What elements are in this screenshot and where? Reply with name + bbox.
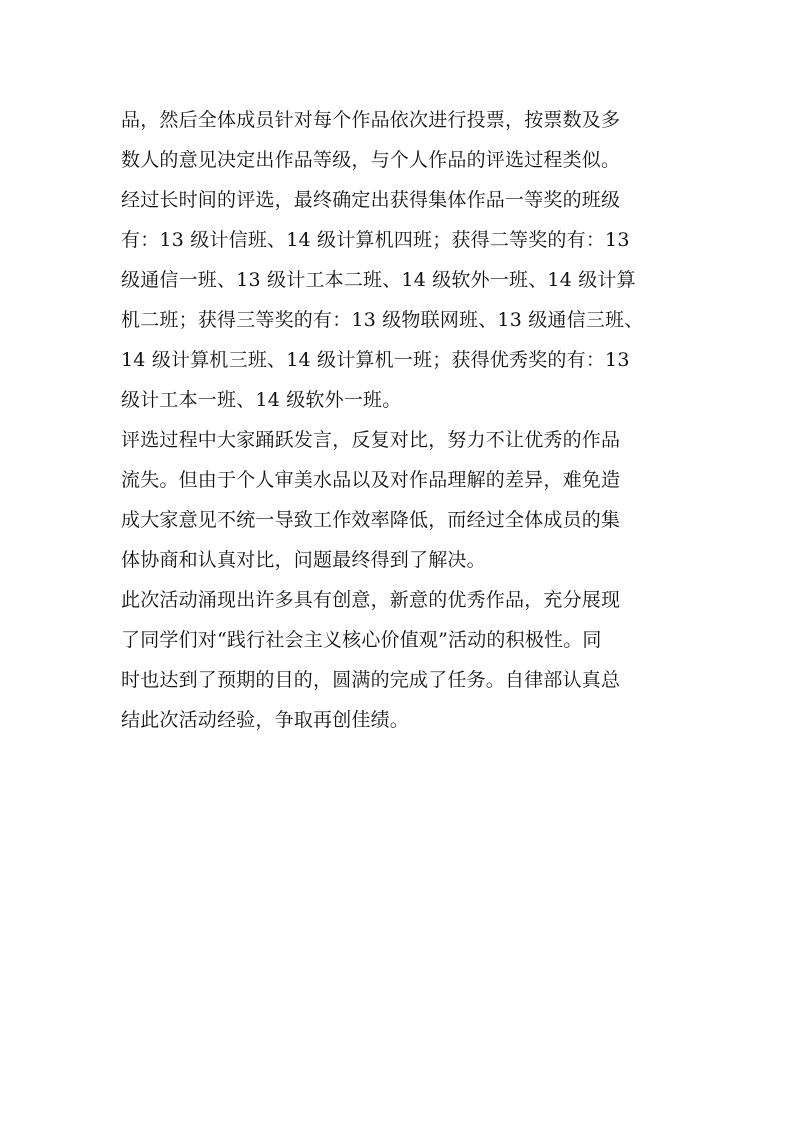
text-line: 级计工本一班、14 级软外一班。: [121, 389, 402, 411]
text-line: 评选过程中大家踊跃发言，反复对比，努力不让优秀的作品: [121, 429, 621, 451]
text-line: 14 级计算机三班、14 级计算机一班；获得优秀奖的有：13: [121, 349, 630, 371]
text-line: 级通信一班、13 级计工本二班、14 级软外一班、14 级计算: [121, 269, 636, 291]
text-line: 有：13 级计信班、14 级计算机四班；获得二等奖的有：13: [121, 229, 630, 251]
text-line: 体协商和认真对比，问题最终得到了解决。: [121, 549, 486, 571]
text-line: 此次活动涌现出许多具有创意，新意的优秀作品，充分展现: [121, 589, 621, 611]
text-line: 流失。但由于个人审美水品以及对作品理解的差异，难免造: [121, 469, 621, 491]
text-line: 机二班；获得三等奖的有：13 级物联网班、13 级通信三班、: [121, 309, 644, 331]
text-line: 时也达到了预期的目的，圆满的完成了任务。自律部认真总: [121, 669, 621, 691]
text-line: 了同学们对“践行社会主义核心价值观”活动的积极性。同: [121, 629, 602, 651]
text-line: 结此次活动经验，争取再创佳绩。: [121, 709, 410, 731]
text-line: 品，然后全体成员针对每个作品依次进行投票，按票数及多: [121, 109, 621, 131]
body-text: [121, 100, 686, 740]
text-line: 经过长时间的评选，最终确定出获得集体作品一等奖的班级: [121, 189, 621, 211]
text-line: 成大家意见不统一导致工作效率降低，而经过全体成员的集: [121, 509, 621, 531]
text-line: 数人的意见决定出作品等级，与个人作品的评选过程类似。: [121, 149, 621, 171]
